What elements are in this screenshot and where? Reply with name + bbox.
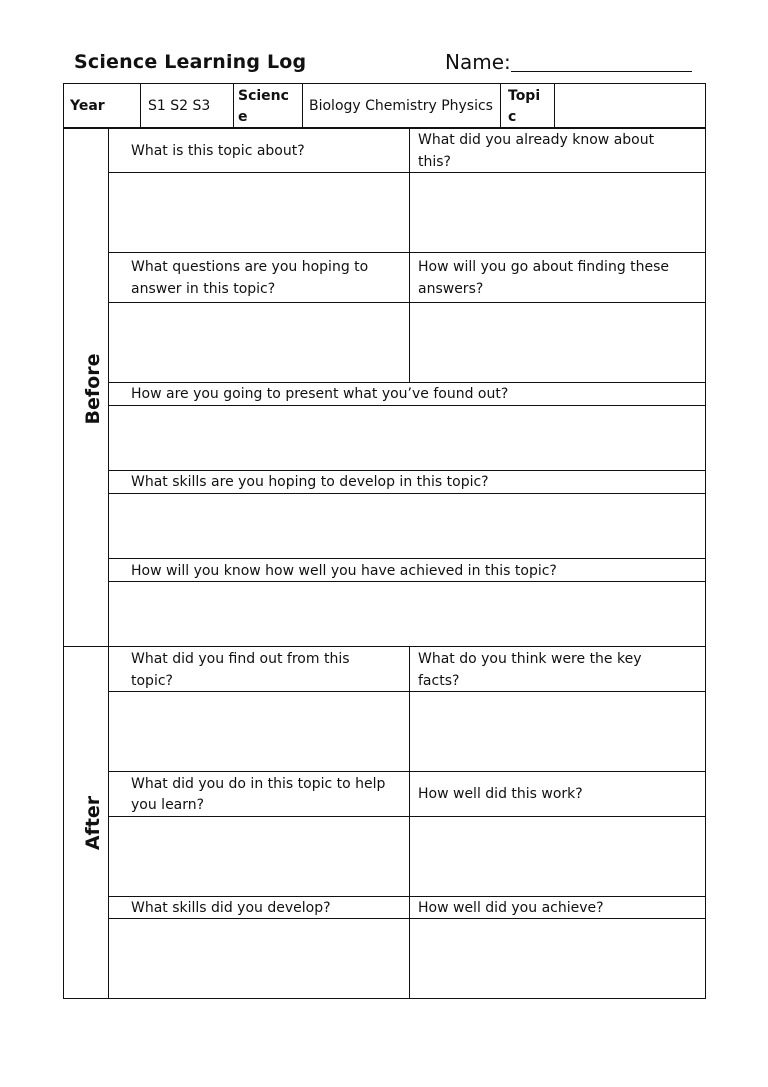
info-divider [233,83,234,128]
answer-key-facts[interactable] [411,693,704,770]
topic-field[interactable] [556,85,704,126]
question-topic-about: What is this topic about? [131,143,305,159]
science-label-wrap: e [238,109,248,125]
answer-present[interactable] [110,407,704,469]
row-divider [108,252,706,253]
row-divider [108,302,706,303]
question-find-out-cont: topic? [131,673,173,689]
page-title: Science Learning Log [74,51,307,73]
info-divider [554,83,555,128]
answer-topic-about[interactable] [110,174,408,251]
question-how-well-achieve: How well did you achieve? [418,900,604,916]
column-divider [409,646,410,999]
question-skills-developed: What skills did you develop? [131,900,331,916]
answer-skills-developed[interactable] [110,920,408,997]
column-divider [409,128,410,382]
after-section-label: After [82,795,104,851]
question-help-learn-cont: you learn? [131,797,205,813]
science-label: Scienc [238,88,289,104]
info-divider [500,83,501,128]
year-label: Year [70,98,105,114]
question-hoping-answer: What questions are you hoping to [131,259,369,275]
answer-finding-answers[interactable] [411,304,704,381]
name-field[interactable] [511,71,692,72]
info-divider [140,83,141,128]
row-divider [108,691,706,692]
answer-skills-hoping[interactable] [110,495,704,557]
section-column-divider [108,128,109,999]
topic-label: Topi [508,88,541,104]
answer-help-learn[interactable] [110,818,408,895]
before-section-label: Before [82,353,104,425]
science-options[interactable]: Biology Chemistry Physics [309,98,493,114]
question-find-out: What did you find out from this [131,651,350,667]
question-already-know: What did you already know about [418,132,655,148]
question-how-well-work: How well did this work? [418,786,583,802]
answer-how-well-achieve[interactable] [411,920,704,997]
info-divider [302,83,303,128]
answer-how-well-work[interactable] [411,818,704,895]
year-options[interactable]: S1 S2 S3 [148,98,211,114]
question-key-facts-cont: facts? [418,673,460,689]
question-key-facts: What do you think were the key [418,651,642,667]
section-divider [63,646,706,647]
question-already-know-cont: this? [418,154,451,170]
question-hoping-answer-cont: answer in this topic? [131,281,276,297]
question-help-learn: What did you do in this topic to help [131,776,386,792]
row-divider [108,493,706,494]
answer-already-know[interactable] [411,174,704,251]
question-skills-hoping: What skills are you hoping to develop in this topic? [131,474,489,490]
question-finding-answers-cont: answers? [418,281,484,297]
topic-label-wrap: c [508,109,517,125]
answer-find-out[interactable] [110,693,408,770]
answer-hoping-answer[interactable] [110,304,408,381]
row-divider [108,816,706,817]
name-label: Name: [445,50,511,74]
question-present: How are you going to present what you’ve found out? [131,386,509,402]
row-divider [108,558,706,559]
row-divider [108,172,706,173]
answer-know-achieved[interactable] [110,583,704,645]
question-finding-answers: How will you go about finding these [418,259,670,275]
row-divider [108,771,706,772]
row-divider [108,405,706,406]
question-know-achieved: How will you know how well you have achieved in this topic? [131,563,557,579]
